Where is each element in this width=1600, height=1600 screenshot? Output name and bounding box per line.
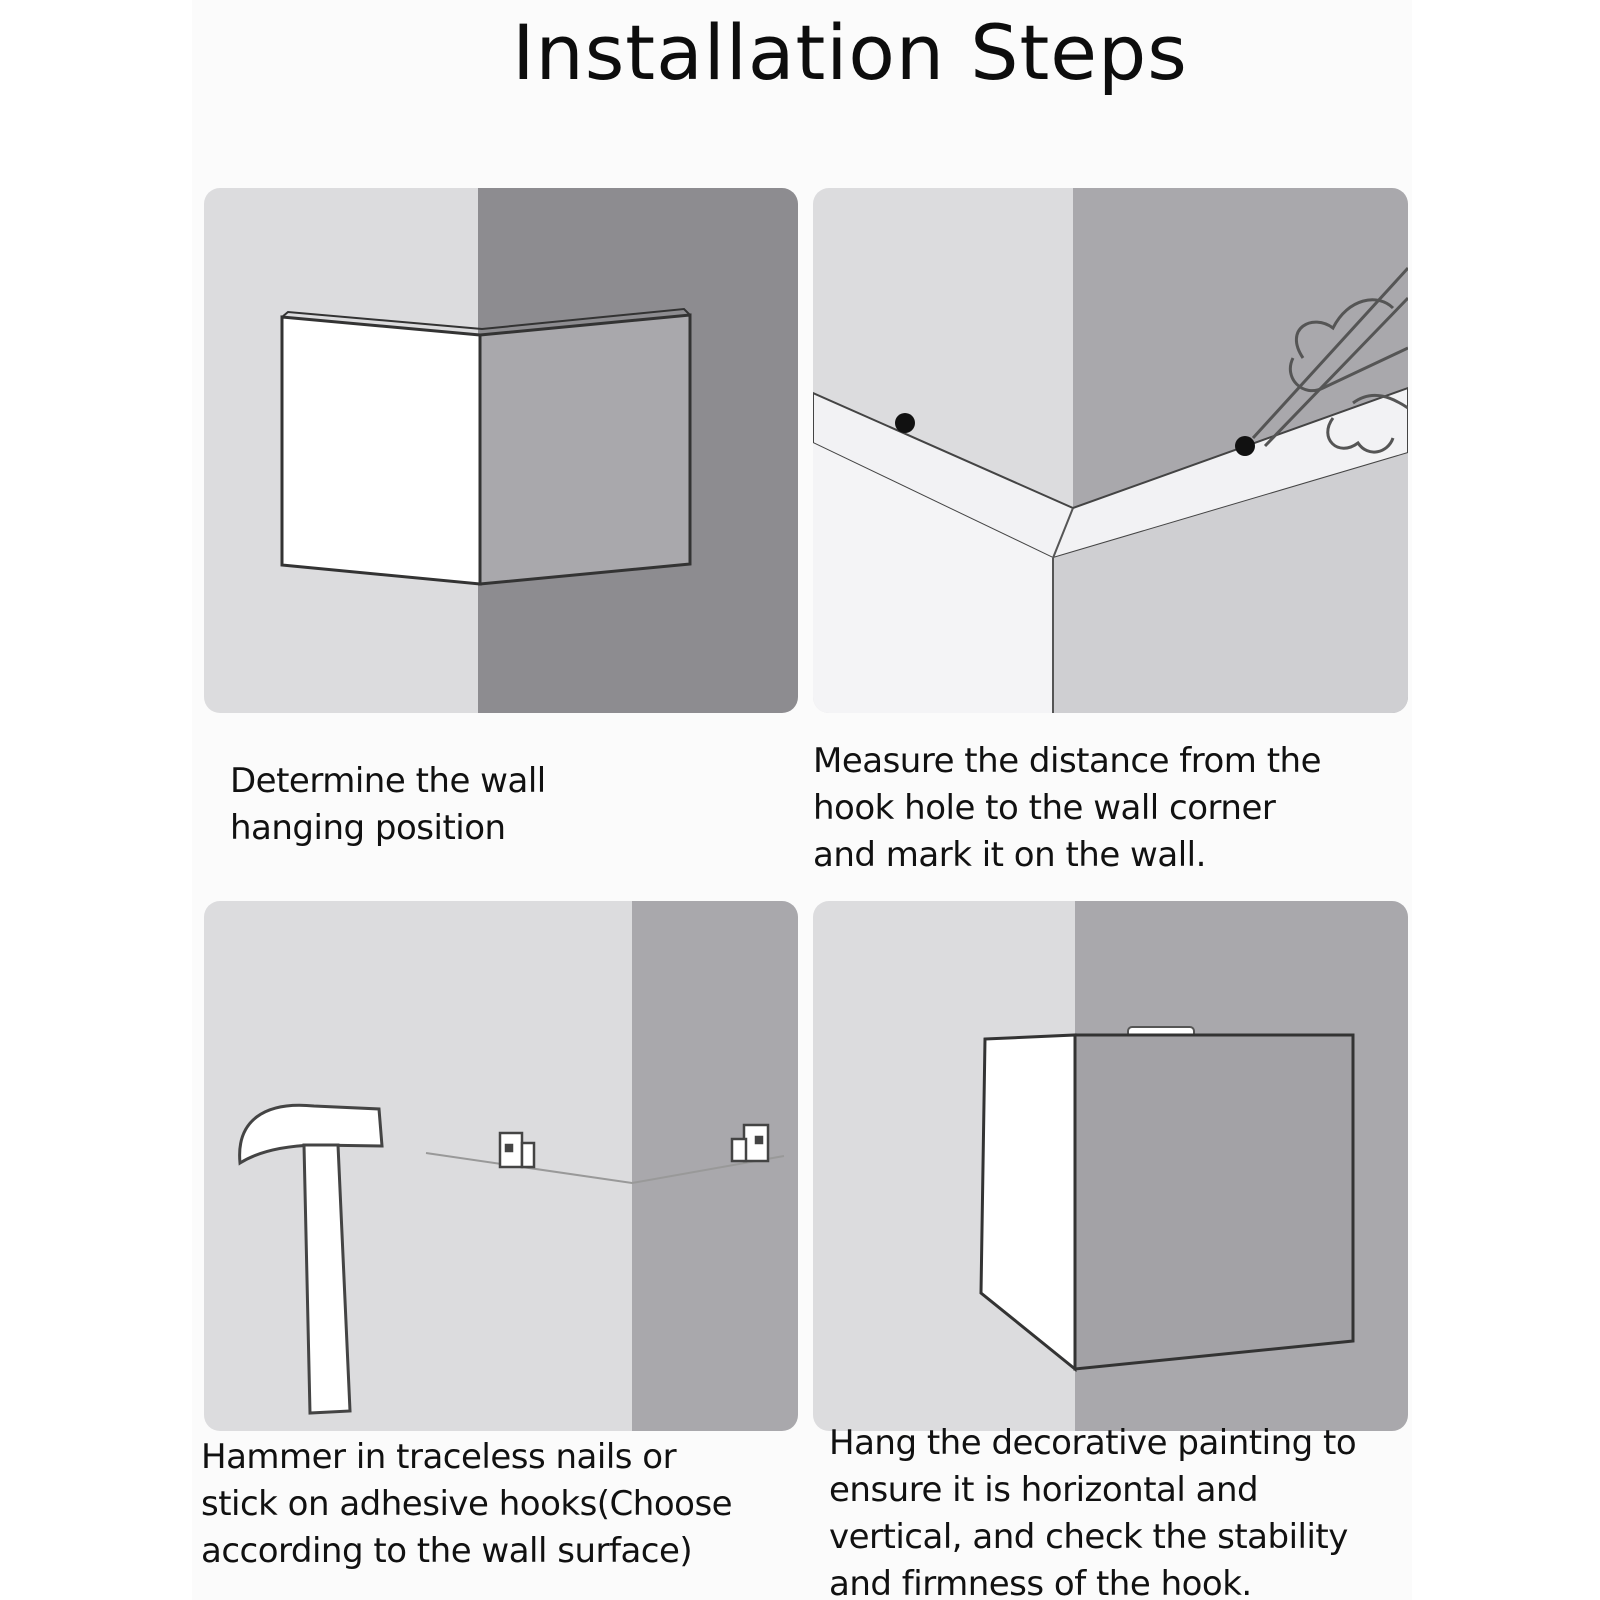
caption-line: according to the wall surface) xyxy=(201,1531,693,1571)
step-3-illustration xyxy=(204,901,798,1431)
step-4-caption xyxy=(829,1420,1356,1600)
mark-dot-right xyxy=(1235,436,1255,456)
hung-painting-icon xyxy=(813,901,1408,1431)
step-1-caption xyxy=(230,758,546,852)
caption-line: hanging position xyxy=(230,808,506,848)
hammer-and-hooks-icon xyxy=(204,901,798,1431)
caption-line: Hammer in traceless nails or xyxy=(201,1437,677,1477)
painting-at-corner-icon xyxy=(204,188,798,713)
step-2-caption xyxy=(813,738,1321,879)
caption-line: Measure the distance from the xyxy=(813,741,1322,781)
caption-line: vertical, and check the stability xyxy=(829,1517,1348,1557)
caption-line: ensure it is horizontal and xyxy=(829,1470,1259,1510)
caption-line: and mark it on the wall. xyxy=(813,835,1206,875)
caption-line: Hang the decorative painting to xyxy=(829,1423,1357,1463)
hand-marking-dots-icon xyxy=(813,188,1408,713)
step-1-illustration xyxy=(204,188,798,713)
page-title: Installation Steps xyxy=(512,8,1188,97)
mark-dot-left xyxy=(895,413,915,433)
step-3-caption xyxy=(201,1434,732,1575)
caption-line: and firmness of the hook. xyxy=(829,1564,1252,1600)
step-2-illustration xyxy=(813,188,1408,713)
caption-line: hook hole to the wall corner xyxy=(813,788,1276,828)
caption-line: stick on adhesive hooks(Choose xyxy=(201,1484,733,1524)
caption-line: Determine the wall xyxy=(230,761,546,801)
step-4-illustration xyxy=(813,901,1408,1431)
